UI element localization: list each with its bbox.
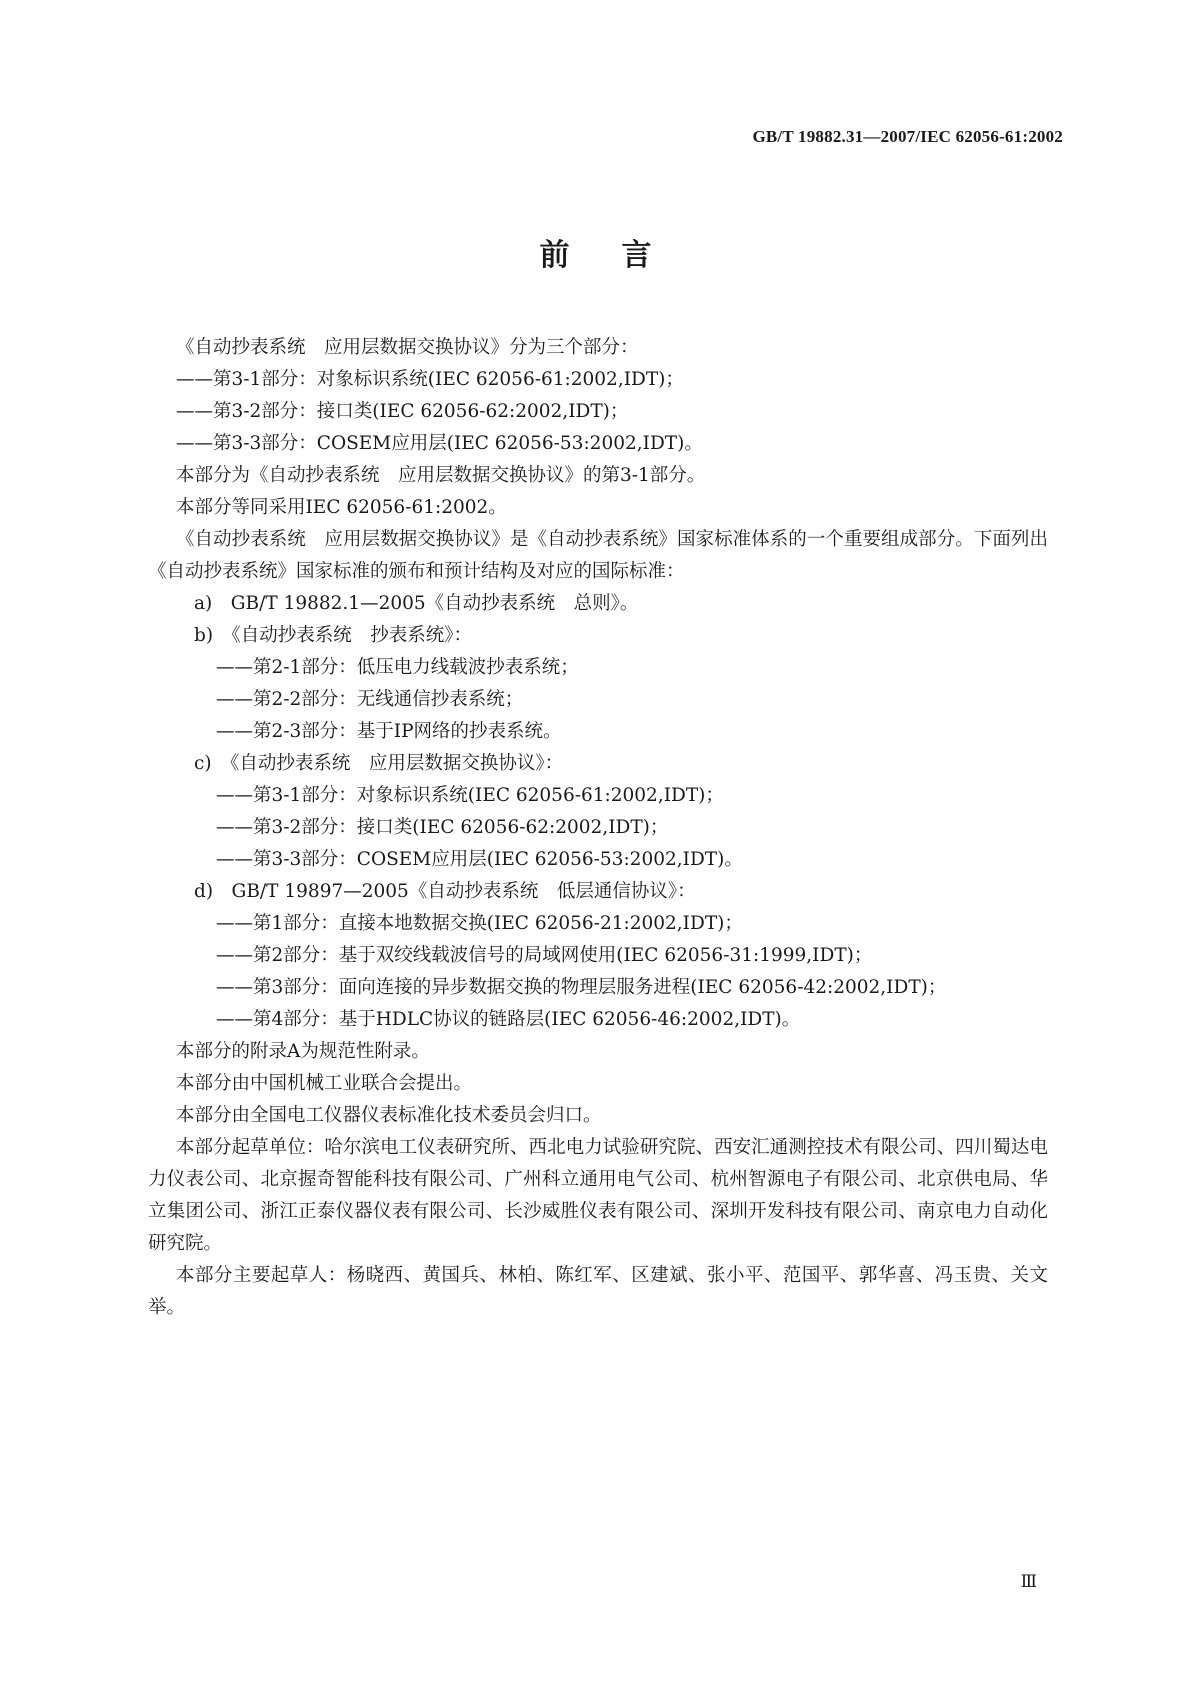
sub-list-item: ——第3-1部分：对象标识系统(IEC 62056-61:2002,IDT)； xyxy=(216,785,724,806)
sub-list-item: ——第3-2部分：接口类(IEC 62056-62:2002,IDT)； xyxy=(216,817,669,838)
sub-list-item: ——第2-2部分：无线通信抄表系统； xyxy=(216,689,524,710)
paragraph: 《自动抄表系统 应用层数据交换协议》分为三个部分： xyxy=(176,337,639,358)
paragraph: ——第3-2部分：接口类(IEC 62056-62:2002,IDT)； xyxy=(176,401,629,422)
list-item: b) 《自动抄表系统 抄表系统》： xyxy=(194,625,473,646)
list-item: d) GB/T 19897—2005《自动抄表系统 低层通信协议》： xyxy=(194,881,696,902)
page-number: Ⅲ xyxy=(1020,1572,1037,1592)
paragraph: 本部分主要起草人：杨晓西、黄国兵、林柏、陈红军、区建斌、张小平、范国平、郭华喜、冯玉贵、关文举。 xyxy=(148,1265,1048,1318)
paragraph: 本部分的附录A为规范性附录。 xyxy=(176,1041,430,1062)
sub-list-item: ——第3部分：面向连接的异步数据交换的物理层服务进程(IEC 62056-42:2002,IDT)； xyxy=(216,977,947,998)
list-item: a) GB/T 19882.1—2005《自动抄表系统 总则》。 xyxy=(194,593,639,614)
sub-list-item: ——第2-3部分：基于IP网络的抄表系统。 xyxy=(216,721,562,742)
paragraph: 本部分由全国电工仪器仪表标准化技术委员会归口。 xyxy=(176,1105,602,1126)
paragraph: 本部分由中国机械工业联合会提出。 xyxy=(176,1073,473,1094)
sub-list-item: ——第4部分：基于HDLC协议的链路层(IEC 62056-46:2002,IDT)。 xyxy=(216,1009,801,1030)
sub-list-item: ——第2部分：基于双绞线载波信号的局域网使用(IEC 62056-31:1999,IDT)； xyxy=(216,945,873,966)
sub-list-item: ——第1部分：直接本地数据交换(IEC 62056-21:2002,IDT)； xyxy=(216,913,743,934)
sub-list-item: ——第2-1部分：低压电力线载波抄表系统； xyxy=(216,657,579,678)
sub-list-item: ——第3-3部分：COSEM应用层(IEC 62056-53:2002,IDT)。 xyxy=(216,849,743,870)
paragraph: 本部分等同采用IEC 62056-61:2002。 xyxy=(176,497,507,518)
paragraph: 本部分为《自动抄表系统 应用层数据交换协议》的第3-1部分。 xyxy=(176,465,706,486)
paragraph: 《自动抄表系统 应用层数据交换协议》是《自动抄表系统》国家标准体系的一个重要组成部分。下面列出《自动抄表系统》国家标准的颁布和预计结构及对应的国际标准： xyxy=(148,529,1048,582)
page-title: 前言 xyxy=(539,238,704,273)
paragraph: ——第3-3部分：COSEM应用层(IEC 62056-53:2002,IDT)。 xyxy=(176,433,703,454)
list-item: c) 《自动抄表系统 应用层数据交换协议》： xyxy=(194,753,564,774)
paragraph: ——第3-1部分：对象标识系统(IEC 62056-61:2002,IDT)； xyxy=(176,369,684,390)
paragraph: 本部分起草单位：哈尔滨电工仪表研究所、西北电力试验研究院、西安汇通测控技术有限公司、四川蜀达电力仪表公司、北京握奇智能科技有限公司、广州科立通用电气公司、杭州智源电子有限公司、北京供电局、华立集团公司、浙江正泰仪器仪表有限公司、长沙威胜仪表有限公司、深圳开发科技有限公司、南京电力自动化研究院。 xyxy=(148,1137,1048,1254)
standard-code: GB/T 19882.31—2007/IEC 62056-61:2002 xyxy=(752,127,1063,146)
document-body xyxy=(148,332,1048,1324)
